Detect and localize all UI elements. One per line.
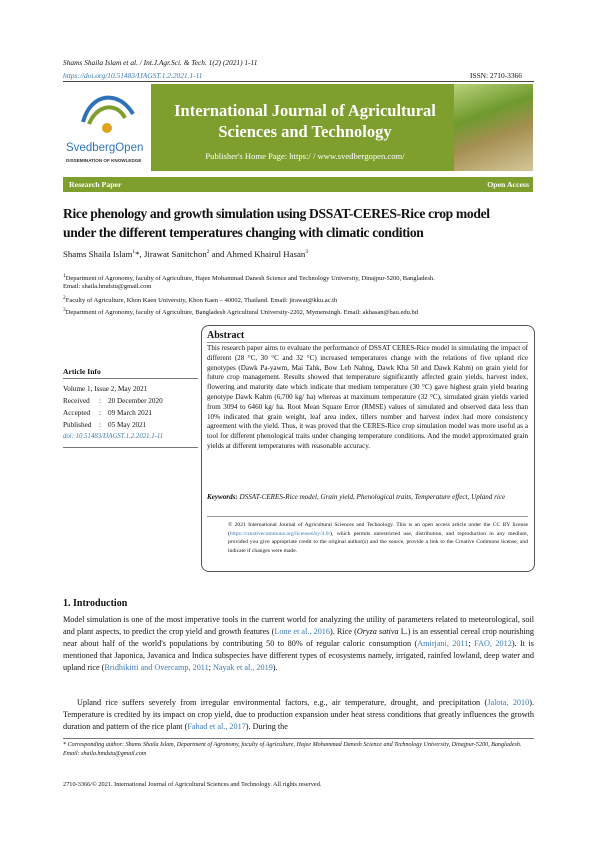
body-text: ). It is mentioned that Japonica, Javanica and Indica subspecies have different types of ecosystems namely, irrigated, rainfed lowland, deep water and upland rice (: [63, 639, 534, 672]
section-heading-introduction: 1. Introduction: [63, 598, 128, 609]
body-text: ;: [208, 663, 213, 672]
publisher-logo: [63, 84, 151, 171]
affiliation-text: Department of Agronomy, faculty of Agriculture, Bangladesh Agricultural University-2202, Mymensingh. Email: akhasan@bau.edu.bd: [65, 309, 419, 317]
logo-name: SvedbergOpen: [66, 142, 144, 154]
citation-link[interactable]: Lone et al., 2016: [274, 627, 330, 636]
body-text: ;: [468, 639, 475, 648]
body-text: Model simulation is one of the most imperative tools in the current world for analyzing the utility of parameters related to meteorological, soil and plant aspects, to predict the crop yield and growth features (: [63, 615, 534, 636]
citation-link[interactable]: FAO, 2012: [474, 639, 512, 648]
running-citation: Shams Shaila Islam et al. / Int.J.Agr.Sci. & Tech. 1(2) (2021) 1-11: [63, 58, 258, 67]
intro-paragraph-2: [63, 697, 534, 733]
affiliation: [63, 294, 538, 305]
corresponding-mark: *,: [135, 249, 144, 259]
received-label: Received: [63, 397, 90, 405]
published-date: 05 May 2021: [108, 421, 147, 429]
published-label: Published: [63, 421, 92, 429]
author-name: Jirawat Sanitchon: [143, 249, 207, 259]
author-sup: 2: [206, 249, 210, 256]
abstract-heading: Abstract: [207, 330, 245, 341]
keywords-label: Keywords:: [207, 493, 238, 501]
author-list: [63, 249, 308, 259]
body-text: ).: [272, 663, 278, 672]
header-rule: [63, 81, 534, 82]
journal-title: [160, 100, 450, 142]
doi-link[interactable]: https://doi.org/10.51483/IJAGST.1.2.2021.1-11: [63, 71, 203, 80]
accepted-date: 09 March 2021: [108, 409, 152, 417]
article-info-heading: Article Info: [63, 367, 101, 376]
affiliation-sup: 2: [63, 295, 66, 301]
abstract-text: This research paper aims to evaluate the performance of DSSAT CERES-Rice model in simulating the impact of different (28 °C, 30 °C and 32 °C) increased temperatures change with the relations of five upland rice genotypes (Dawk Pa-yawm, Mai Tahk, Bow Leb Nahng, Dawk Kha 50 and Dawk Kahm) on grain yield for future crop management. Results showed that temperature significantly affected grain yields, harvest index, flowering and maturity date which indicate that medium temperature (30 °C) gave highest grain yield bearing genotype Dawk Kahm (6,700 kg/ ha) whereas at maximum temperature (32 °C), simulated grain yields varied from 3094 to 6460 kg/ ha. Root Mean Square Error (RMSE) values of simulated and observed data less than 10% indicated that grain weight, leaf area index, tillers number and harvest index had more consistency agreement with the yield. Thus, it was proved that the CERES-Rice crop simulation model was more useful as a tool for different phenological traits under changing temperature conditions. And the model approximated grain yields at different temperatures with reasonable accuracy.: [207, 344, 528, 450]
abstract-rule: [207, 342, 528, 343]
citation-link[interactable]: Bridhikitti and Overcamp, 2011: [104, 663, 209, 672]
article-type: Research Paper: [69, 180, 122, 189]
accepted-label: Accepted: [63, 409, 91, 417]
author-conjunction: and: [209, 249, 227, 259]
abstract-rule: [207, 516, 528, 517]
citation-link[interactable]: Nayak et al., 2019: [213, 663, 273, 672]
author-name: Shams Shaila Islam: [63, 249, 133, 259]
paper-title-line2: under the different temperatures changing with climatic condition: [63, 225, 424, 240]
received-date: 20 December 2020: [108, 397, 163, 405]
keywords-list: DSSAT-CERES-Rice model, Grain yield, Phenological traits, Temperature effect, Upland rice: [237, 493, 506, 501]
article-info-rule: [63, 378, 198, 379]
author-sup: 3: [305, 249, 309, 256]
journal-title-line2: Sciences and Technology: [218, 122, 392, 141]
article-info-rule: [63, 447, 198, 448]
keywords: [207, 493, 528, 503]
citation-link[interactable]: Amirjani, 2011: [417, 639, 469, 648]
received-sep: :: [99, 397, 101, 405]
license-link[interactable]: https://creativecommons.org/licenses/by/4.0/: [229, 530, 331, 537]
article-doi-link[interactable]: doi: 10.51483/IJAGST.1.2.2021.1-11: [63, 433, 164, 440]
copyright-text: © 2021 International Journal of Agricultural Sciences and Technology. This is an open access article under the CC BY license (: [228, 522, 528, 537]
affiliation-sup: 3: [63, 307, 66, 313]
access-type: Open Access: [487, 180, 529, 189]
affiliation-text: Department of Agronomy, faculty of Agriculture, Hajee Mohammad Danesh Science and Technology University, Dinajpur-5200, Bangladesh.: [65, 275, 435, 283]
received-row: [63, 397, 198, 405]
issn: ISSN: 2710-3366: [470, 71, 522, 80]
footnote-rule: [63, 738, 534, 739]
published-sep: :: [99, 421, 101, 429]
journal-title-line1: International Journal of Agricultural: [174, 101, 436, 120]
copyright-notice: [228, 521, 528, 555]
species-name: Oryza sativa: [356, 627, 399, 636]
published-row: [63, 421, 198, 429]
paper-title: [63, 204, 538, 242]
publisher-homepage[interactable]: Publisher's Home Page: https:/ / www.svedbergopen.com/: [205, 151, 405, 161]
logo-tagline: DISSEMINATION OF KNOWLEDGE: [66, 158, 142, 163]
corresponding-author-footnote: * Corresponding author: Shams Shaila Islam, Department of Agronomy, faculty of Agriculture, Hajee Mohammad Danesh Science and Technology University, Dinajpur-5200, Bangladesh. Email: shaila.hmdstu@gmail.com: [63, 742, 522, 758]
body-text: ). During the: [245, 722, 288, 731]
intro-paragraph-1: [63, 614, 534, 674]
volume-info: Volume 1, Issue 2, May 2021: [63, 385, 148, 393]
accepted-sep: :: [99, 409, 101, 417]
copyright-text: ), which permits unrestricted use, distribution, and reproduction in any medium, provided you give appropriate credit to the original author(s) and the source, provide a link to the Creative Commons license, and indicate if changes were made.: [228, 530, 528, 554]
page-footer: 2710-3366/© 2021. International Journal of Agricultural Sciences and Technology. All rights reserved.: [63, 781, 322, 788]
citation-link[interactable]: Jalota, 2010: [487, 698, 530, 707]
author-sup: 1: [132, 249, 136, 256]
paper-title-line1: Rice phenology and growth simulation using DSSAT-CERES-Rice crop model: [63, 206, 490, 221]
affiliation-sup: 1: [63, 273, 66, 279]
affiliation: [63, 306, 538, 317]
author-name: Ahmed Khairul Hasan: [226, 249, 306, 259]
body-text: ). Rice (: [329, 627, 357, 636]
body-text: ). Temperature is credited by its impact on crop yield, due to production expansion under heat stress conditions that greatly influences the growth duration and pattern of the rice plant (: [63, 698, 534, 731]
citation-link[interactable]: Fahad et al., 2017: [187, 722, 246, 731]
body-text: Upland rice suffers severely from irregular environmental factors, e.g., air temperature, drought, and precipitation (: [77, 698, 488, 707]
affiliation-text: Email: shaila.hmdstu@gmail.com: [63, 283, 152, 290]
affiliation: [63, 282, 538, 291]
crop-field-photo: [454, 84, 533, 171]
accepted-row: [63, 409, 198, 417]
body-text: L.) is an essential cereal crop nourishing near about half of the world's populations by contributing 50 to 80% of regular caloric consumption (: [63, 627, 534, 648]
affiliation-text: Faculty of Agriculture, Khon Kaen University, Khon Kaen – 40002, Thailand. Email: jirawat@kku.ac.th: [65, 297, 338, 305]
article-type-bar: [63, 177, 533, 192]
